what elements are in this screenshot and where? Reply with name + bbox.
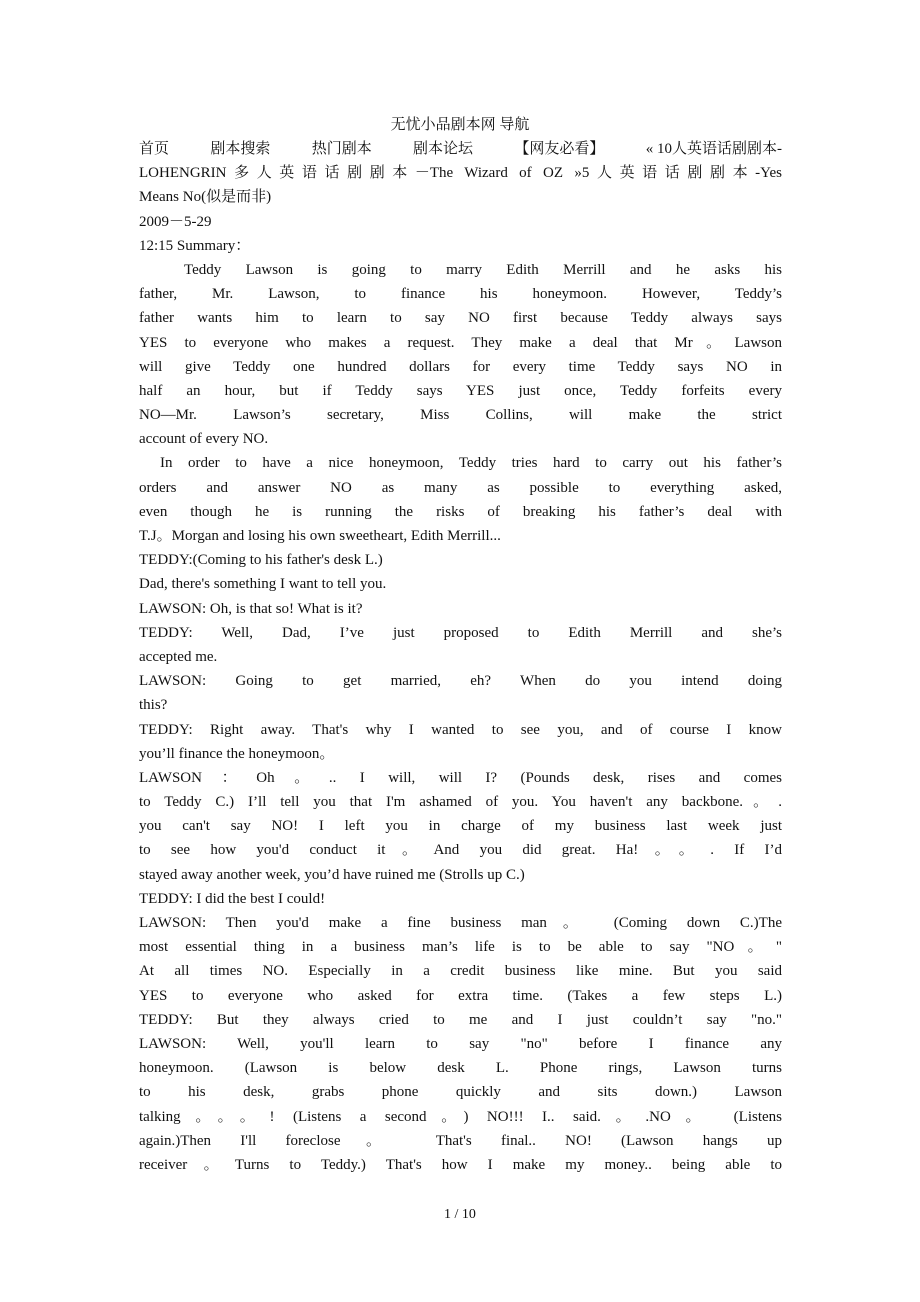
text-line: LAWSON: Going to get married, eh? When do you intend doing <box>139 673 782 690</box>
text-line: accepted me. <box>139 648 218 665</box>
text-line: TEDDY: Right away. That's why I wanted to see you, and of course I know <box>139 721 782 738</box>
text-line: to Teddy C.) I’ll tell you that I'm ashamed of you. You haven't any backbone.。. <box>139 794 782 811</box>
document-body <box>139 137 782 1177</box>
text-line: half an hour, but if Teddy says YES just once, Teddy forfeits every <box>139 382 782 399</box>
nav-link-home[interactable]: 首页 <box>139 141 170 157</box>
nav-link-popular-scripts[interactable]: 热门剧本 <box>311 141 372 157</box>
text-line: again.)Then I'll foreclose。 That's final.. NO! (Lawson hangs up <box>139 1132 782 1149</box>
nav-link-previous-script[interactable]: « 10人英语话剧剧本- <box>645 141 782 157</box>
text-line: orders and answer NO as many as possible to everything asked, <box>139 479 782 496</box>
text-line: will give Teddy one hundred dollars for every time Teddy says NO in <box>139 358 782 375</box>
nav-bar <box>139 137 782 161</box>
text-line: LAWSON: Well, you'll learn to say "no" before I finance any <box>139 1035 782 1052</box>
text-line: father, Mr. Lawson, to finance his honeymoon. However, Teddy’s <box>139 286 782 303</box>
text-line: account of every NO. <box>139 431 269 448</box>
text-line: TEDDY:(Coming to his father's desk L.) <box>139 552 383 569</box>
text-line: T.J。Morgan and losing his own sweetheart, Edith Merrill... <box>139 528 501 544</box>
text-line: 12:15 Summary： <box>139 237 251 254</box>
text-line: even though he is running the risks of breaking his father’s deal with <box>139 503 782 520</box>
nav-link-must-read[interactable]: 【网友必看】 <box>514 141 605 157</box>
text-line[interactable]: LOHENGRIN多人英语话剧剧本－The Wizard of OZ »5人英语话剧剧本-Yes <box>139 165 782 182</box>
text-line: to see how you'd conduct it。And you did great. Ha!。。. If I’d <box>139 842 782 859</box>
text-line: NO—Mr. Lawson’s secretary, Miss Collins, will make the strict <box>139 407 782 424</box>
text-line: you’ll finance the honeymoon。 <box>139 745 335 762</box>
text-line: honeymoon. (Lawson is below desk L. Phone rings, Lawson turns <box>139 1060 782 1077</box>
text-line: this? <box>139 697 168 714</box>
text-line: Teddy Lawson is going to marry Edith Merrill and he asks his <box>184 261 782 278</box>
page-number: 1 / 10 <box>444 1207 476 1222</box>
text-lines <box>139 161 782 1177</box>
text-line: TEDDY: Well, Dad, I’ve just proposed to Edith Merrill and she’s <box>139 624 782 641</box>
text-line: TEDDY: But they always cried to me and I just couldn’t say "no." <box>139 1011 782 1028</box>
text-line: talking。。。! (Listens a second。) NO!!! I.. said.。.NO。 (Listens <box>139 1108 782 1125</box>
text-line: TEDDY: I did the best I could! <box>139 890 326 907</box>
text-line: you can't say NO! I left you in charge of my business last week just <box>139 818 782 835</box>
text-line: 2009－5-29 <box>139 213 212 230</box>
text-line: YES to everyone who asked for extra time. (Takes a few steps L.) <box>139 987 782 1004</box>
text-line: Means No(似是而非) <box>139 189 272 206</box>
text-line: LAWSON: Oh, is that so! What is it? <box>139 600 363 617</box>
text-line: Dad, there's something I want to tell you. <box>139 576 387 593</box>
text-line: receiver。Turns to Teddy.) That's how I make my money.. being able to <box>139 1156 782 1173</box>
nav-link-script-search[interactable]: 剧本搜索 <box>210 141 271 157</box>
text-line: stayed away another week, you’d have ruined me (Strolls up C.) <box>139 866 525 883</box>
nav-link-script-forum[interactable]: 剧本论坛 <box>413 141 474 157</box>
text-line: At all times NO. Especially in a credit business like mine. But you said <box>139 963 782 980</box>
text-line: LAWSON: Then you'd make a fine business man。 (Coming down C.)The <box>139 915 782 931</box>
text-line: LAWSON：Oh。.. I will, will I? (Pounds desk, rises and comes <box>139 769 782 786</box>
text-line: most essential thing in a business man’s life is to be able to say "NO。" <box>139 939 782 956</box>
text-line: to his desk, grabs phone quickly and sits down.) Lawson <box>139 1084 782 1101</box>
page-title: 无忧小品剧本网 导航 <box>390 117 530 133</box>
text-line: YES to everyone who makes a request. They make a deal that Mr。Lawson <box>139 334 782 351</box>
text-line: In order to have a nice honeymoon, Teddy tries hard to carry out his father’s <box>160 455 782 472</box>
text-line: father wants him to learn to say NO first because Teddy always says <box>139 310 782 327</box>
